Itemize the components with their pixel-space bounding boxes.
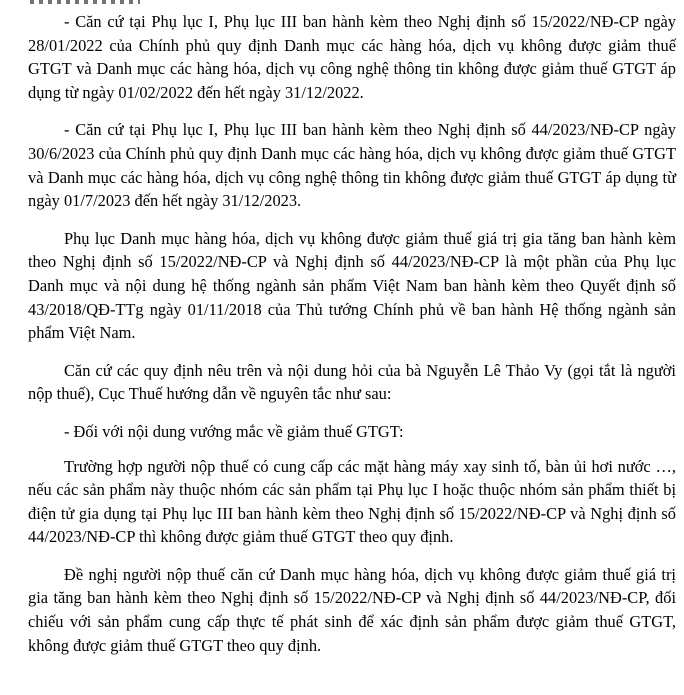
cropped-previous-line <box>0 0 684 6</box>
paragraph-decree-44-2023: - Căn cứ tại Phụ lục I, Phụ lục III ban hành kèm theo Nghị định số 44/2023/NĐ-CP ngày 30/6/2023 của Chính phủ quy định Danh mục các hàng hóa, dịch vụ không được giảm thuế GTGT và Danh mục các hàng hóa, dịch vụ công nghệ thông tin không được giảm thuế GTGT áp dụng từ ngày 01/7/2023 đến hết ngày 31/12/2023. <box>28 120 676 211</box>
paragraph-decree-15-2022: - Căn cứ tại Phụ lục I, Phụ lục III ban hành kèm theo Nghị định số 15/2022/NĐ-CP ngày 28/01/2022 của Chính phủ quy định Danh mục các hàng hóa, dịch vụ không được giảm thuế GTGT và Danh mục các hàng hóa, dịch vụ công nghệ thông tin không được giảm thuế GTGT áp dụng từ ngày 01/02/2022 đến hết ngày 31/12/2022. <box>28 12 676 102</box>
paragraph-recommendation: Đề nghị người nộp thuế căn cứ Danh mục hàng hóa, dịch vụ không được giảm thuế giá trị gia tăng ban hành kèm theo Nghị định số 15/2022/NĐ-CP và Nghị định số 44/2023/NĐ-CP, đối chiếu với sản phẩm cung cấp thực tế phát sinh để xác định sản phẩm được giảm thuế GTGT, không được giảm thuế GTGT theo quy định. <box>28 564 676 655</box>
document-body <box>28 10 676 671</box>
paragraph-vat-issue-heading: - Đối với nội dung vướng mắc về giảm thuế GTGT: <box>64 421 404 441</box>
paragraph-appendix-scope: Phụ lục Danh mục hàng hóa, dịch vụ không được giảm thuế giá trị gia tăng ban hành kèm theo Nghị định số 15/2022/NĐ-CP và Nghị định số 44/2023/NĐ-CP là một phần của Phụ lục Danh mục và nội dung hệ thống ngành sản phẩm Việt Nam ban hành kèm theo Quyết định số 43/2018/QĐ-TTg ngày 01/11/2018 của Thủ tướng Chính phủ về ban hành Hệ thống ngành sản phẩm Việt Nam. <box>28 228 676 343</box>
paragraph-guidance-intro: Căn cứ các quy định nêu trên và nội dung hỏi của bà Nguyễn Lê Thảo Vy (gọi tắt là người nộp thuế), Cục Thuế hướng dẫn về nguyên tắc như sau: <box>28 360 676 404</box>
paragraph-products-case: Trường hợp người nộp thuế có cung cấp các mặt hàng máy xay sinh tố, bàn ủi hơi nước …, nếu các sản phẩm này thuộc nhóm các sản phẩm tại Phụ lục I hoặc thuộc nhóm sản phẩm thiết bị điện tử gia dụng tại Phụ lục III ban hành kèm theo Nghị định số 15/2022/NĐ-CP và Nghị định số 44/2023/NĐ-CP thì không được giảm thuế GTGT theo quy định. <box>28 456 676 547</box>
